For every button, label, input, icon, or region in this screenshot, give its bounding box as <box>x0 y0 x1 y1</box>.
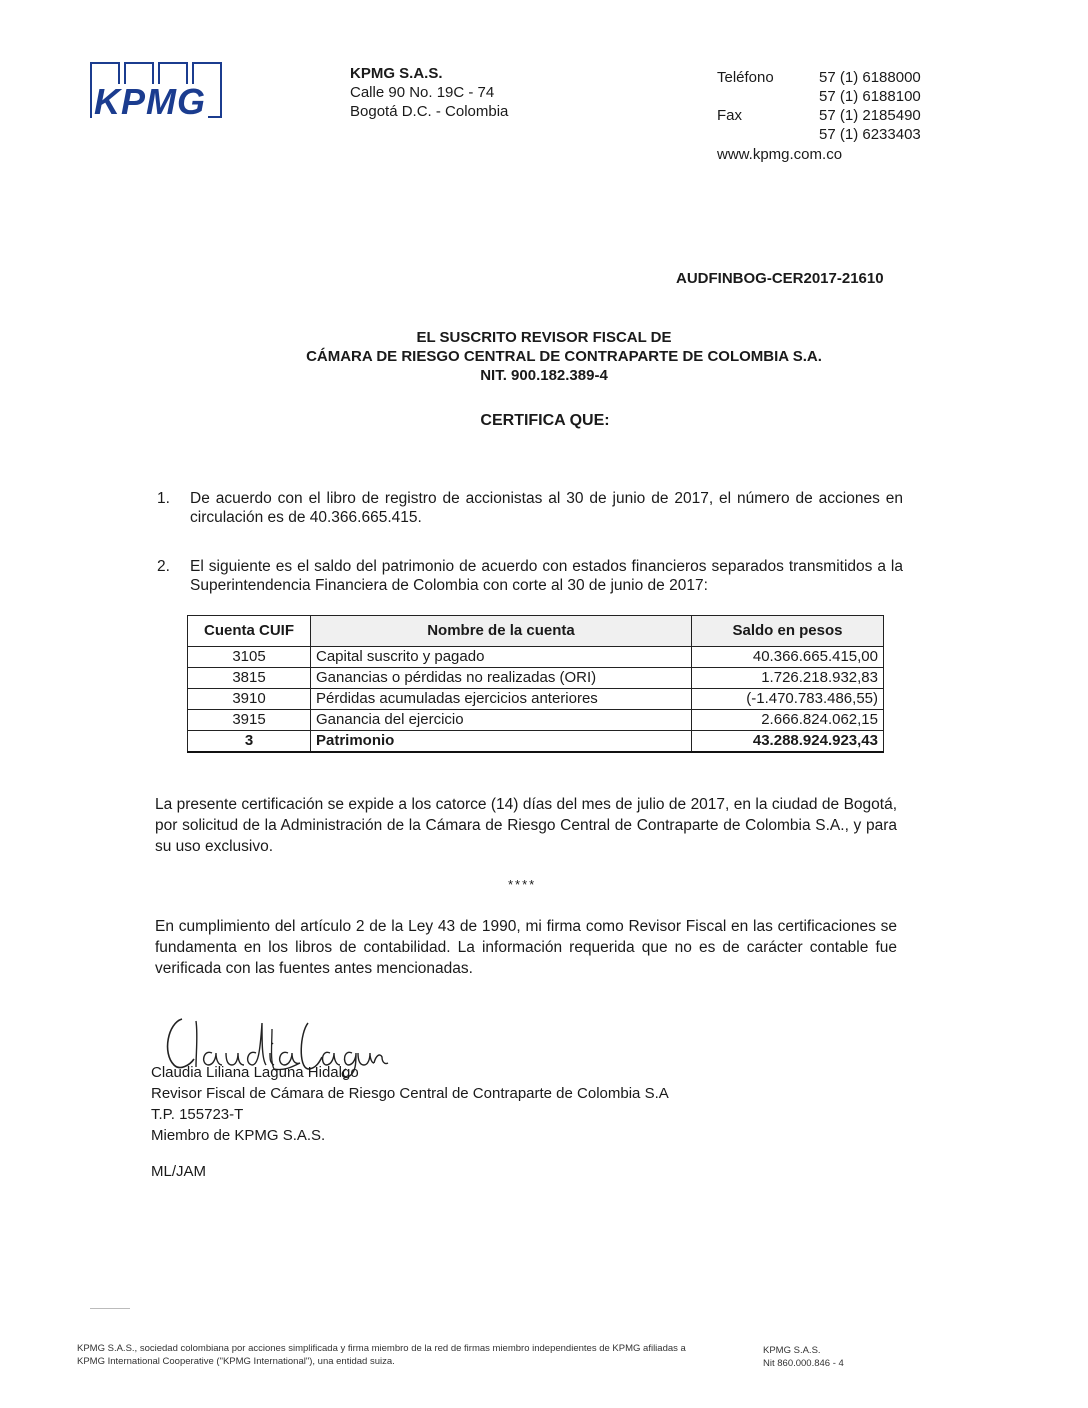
fax-1: 57 (1) 2185490 <box>819 107 921 124</box>
account-code: 3815 <box>188 668 311 689</box>
signer-tp: T.P. 155723-T <box>151 1106 244 1123</box>
account-balance: (-1.470.783.486,55) <box>692 689 884 710</box>
header-saldo: Saldo en pesos <box>692 616 884 647</box>
footer-firm-name: KPMG S.A.S. <box>763 1345 821 1356</box>
account-name: Ganancias o pérdidas no realizadas (ORI) <box>311 668 692 689</box>
address-line-2: Bogotá D.C. - Colombia <box>350 103 509 120</box>
heading-line-1: EL SUSCRITO REVISOR FISCAL DE <box>416 329 672 346</box>
item-number: 1. <box>157 490 170 507</box>
firm-name: KPMG S.A.S. <box>350 65 443 82</box>
account-name: Pérdidas acumuladas ejercicios anteriores <box>311 689 692 710</box>
account-name: Capital suscrito y pagado <box>311 647 692 668</box>
table-row <box>188 668 884 689</box>
list-item <box>157 557 903 595</box>
reference-number: AUDFINBOG-CER2017-21610 <box>676 270 884 287</box>
total-balance: 43.288.924.923,43 <box>692 731 884 753</box>
footer-legal-text: KPMG S.A.S., sociedad colombiana por acciones simplificada y firma miembro de la red de firmas miembro independientes de KPMG afiliadas a KPMG International Cooperative ("KPMG International"), una entidad suiza. <box>77 1343 686 1367</box>
account-code: 3915 <box>188 710 311 731</box>
signer-member: Miembro de KPMG S.A.S. <box>151 1127 326 1144</box>
issue-paragraph: La presente certificación se expide a los catorce (14) días del mes de julio de 2017, en la ciudad de Bogotá, por solicitud de la Administración de la Cámara de Riesgo Central de Contraparte de Colombia S.A., y para su uso exclusivo. <box>155 796 897 855</box>
heading-line-2: CÁMARA DE RIESGO CENTRAL DE CONTRAPARTE DE COLOMBIA S.A. <box>306 348 822 365</box>
table-header-row <box>188 616 884 647</box>
firm-address <box>350 64 508 121</box>
phone-label: Teléfono <box>717 69 774 86</box>
list-item <box>157 489 903 527</box>
total-name: Patrimonio <box>311 731 692 753</box>
account-code: 3105 <box>188 647 311 668</box>
table-total-row <box>188 731 884 753</box>
logo-wordmark: KPMG <box>94 81 206 122</box>
address-line-1: Calle 90 No. 19C - 74 <box>350 84 495 101</box>
fax-label: Fax <box>717 107 743 124</box>
table-row <box>188 647 884 668</box>
heading-line-3: NIT. 900.182.389-4 <box>480 367 608 384</box>
certifica-text: CERTIFICA QUE: <box>480 412 610 429</box>
phone-2: 57 (1) 6188100 <box>819 88 921 105</box>
account-code: 3910 <box>188 689 311 710</box>
initials: ML/JAM <box>151 1163 207 1180</box>
document-heading <box>0 328 1088 385</box>
account-balance: 2.666.824.062,15 <box>692 710 884 731</box>
footer-divider <box>90 1308 130 1309</box>
total-code: 3 <box>188 731 311 753</box>
item-number: 2. <box>157 558 170 575</box>
item-text: El siguiente es el saldo del patrimonio de acuerdo con estados financieros separados transmitidos a la Superintendencia Financiera de Colombia con corte al 30 de junio de 2017: <box>190 558 903 594</box>
separator: **** <box>508 877 537 892</box>
fax-2: 57 (1) 6233403 <box>819 126 921 143</box>
contact-block <box>717 68 921 164</box>
account-name: Ganancia del ejercicio <box>311 710 692 731</box>
law-paragraph: En cumplimiento del artículo 2 de la Ley 43 de 1990, mi firma como Revisor Fiscal en las certificaciones se fundamenta en los libros de contabilidad. La información requerida que no es de carácter contable fue verificada con las fuentes antes mencionadas. <box>155 918 897 977</box>
website-link[interactable]: www.kpmg.com.co <box>717 146 843 163</box>
signer-role: Revisor Fiscal de Cámara de Riesgo Central de Contraparte de Colombia S.A <box>151 1085 669 1102</box>
table-row <box>188 689 884 710</box>
footer-firm-id <box>763 1344 844 1370</box>
account-balance: 1.726.218.932,83 <box>692 668 884 689</box>
signer-block <box>151 1062 669 1146</box>
kpmg-logo <box>90 62 232 128</box>
phone-1: 57 (1) 6188000 <box>819 69 921 86</box>
table-row <box>188 710 884 731</box>
item-text: De acuerdo con el libro de registro de accionistas al 30 de junio de 2017, el número de acciones en circulación es de 40.366.665.415. <box>190 490 903 526</box>
footer-nit: Nit 860.000.846 - 4 <box>763 1358 844 1369</box>
header-cuenta: Cuenta CUIF <box>188 616 311 647</box>
signer-name: Claudia Liliana Laguna Hidalgo <box>151 1064 359 1081</box>
account-balance: 40.366.665.415,00 <box>692 647 884 668</box>
equity-table <box>187 615 884 753</box>
certifica-heading <box>0 412 1088 430</box>
header-nombre: Nombre de la cuenta <box>311 616 692 647</box>
